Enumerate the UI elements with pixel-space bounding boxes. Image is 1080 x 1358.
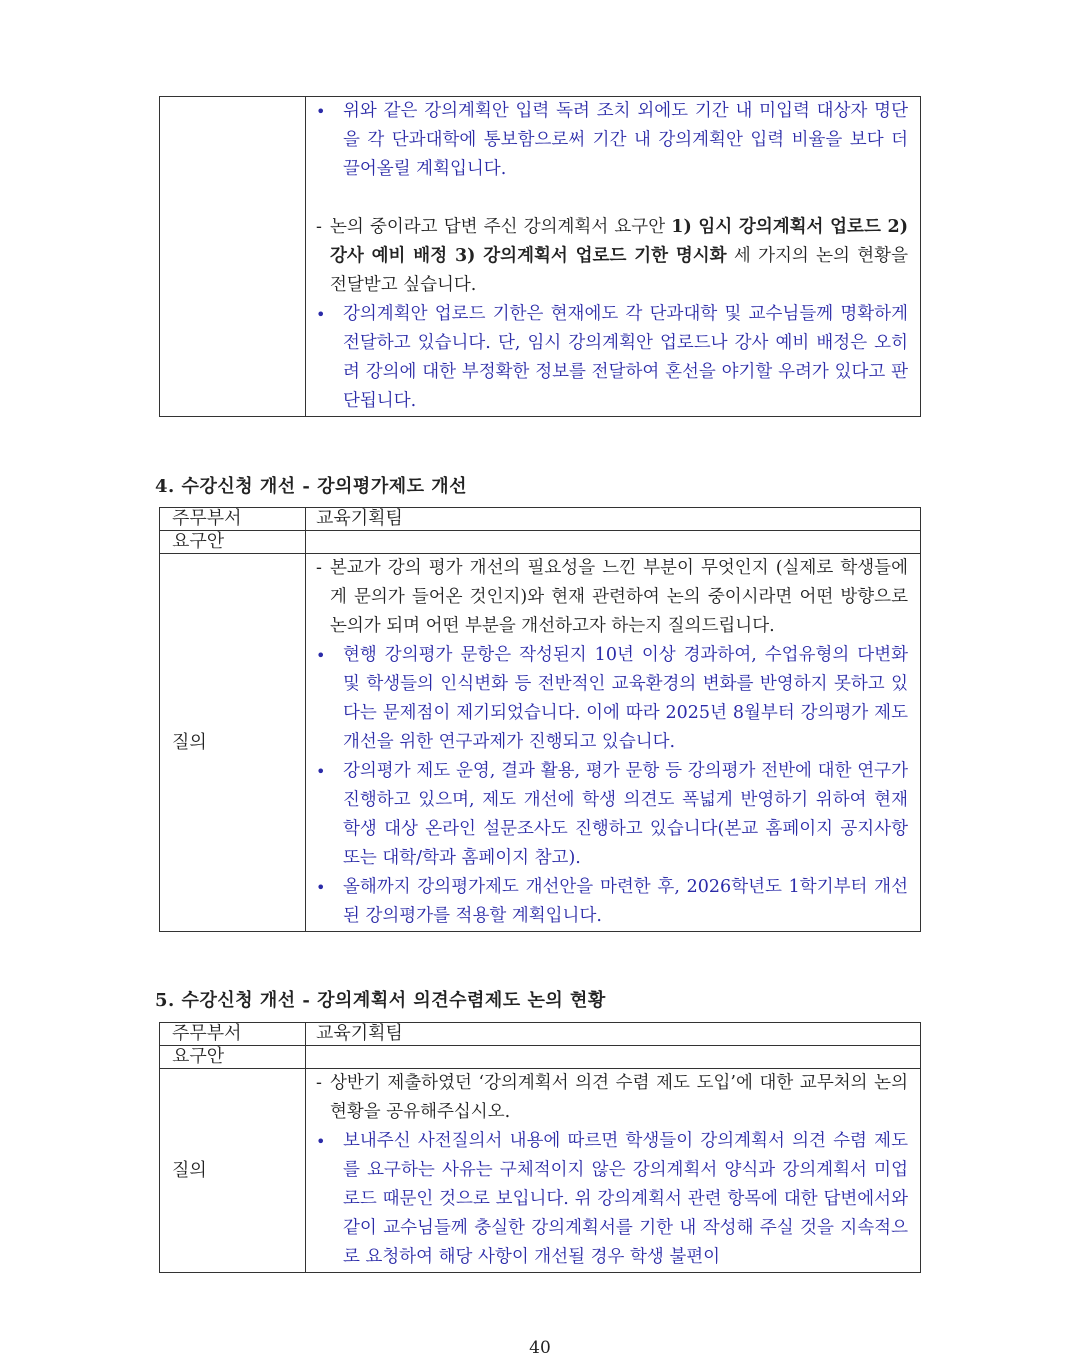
section-4-title: 4. 수강신청 개선 - 강의평가제도 개선 — [155, 476, 468, 497]
page-number: 40 — [529, 1338, 551, 1358]
question-item — [316, 554, 908, 641]
req-value — [306, 1046, 921, 1069]
bullet-icon: • — [316, 646, 326, 665]
bullet-icon: • — [316, 305, 326, 324]
question-text-bold: 1) 임시 강의계획서 업로드 2) 강사 예비 배정 3) 강의계획서 업로드 기한 명시화 — [330, 217, 908, 266]
answer-text: 현행 강의평가 문항은 작성된지 10년 이상 경과하여, 수업유형의 다변화 및 학생들의 인식변화 등 전반적인 교육환경의 변화를 반영하지 못하고 있다는 문제점이 제기되었습니다. 이에 따라 2025년 8월부터 강의평가 제도개선을 위한 연구과제가 진행되고 있습니다. — [343, 645, 908, 752]
table-row — [160, 531, 921, 554]
section-5-title: 5. 수강신청 개선 - 강의계획서 의견수렴제도 논의 현황 — [155, 990, 606, 1011]
question-text: 상반기 제출하였던 ‘강의계획서 의견 수렴 제도 도입’에 대한 교무처의 논의 현황을 공유해주십시오. — [330, 1073, 908, 1122]
answer-bullet — [316, 1127, 908, 1272]
answer-bullet — [316, 300, 908, 416]
dash-mark: - — [316, 1073, 322, 1093]
answer-bullet — [316, 873, 908, 931]
answer-bullet — [316, 757, 908, 873]
table-row — [160, 1069, 921, 1273]
answer-text: 위와 같은 강의계획안 입력 독려 조치 외에도 기간 내 미입력 대상자 명단을 각 단과대학에 통보함으로써 기간 내 강의계획안 입력 비율을 보다 더 끌어올릴 계획입니다. — [343, 101, 908, 179]
answer-text: 올해까지 강의평가제도 개선안을 마련한 후, 2026학년도 1학기부터 개선된 강의평가를 적용할 계획입니다. — [343, 877, 908, 926]
bullet-icon: • — [316, 878, 326, 897]
section-4-table — [159, 507, 921, 932]
bullet-icon: • — [316, 762, 326, 781]
section-5-table — [159, 1022, 921, 1273]
table-row — [160, 1046, 921, 1069]
table-row — [160, 508, 921, 531]
bullet-icon: • — [316, 1132, 326, 1151]
answer-text: 강의평가 제도 운영, 결과 활용, 평가 문항 등 강의평가 전반에 대한 연구가 진행하고 있으며, 제도 개선에 학생 의견도 폭넓게 반영하기 위하여 현재 학생 대상 온라인 설문조사도 진행하고 있습니다(본교 홈페이지 공지사항 또는 대학/학과 홈페이지 참고). — [343, 761, 908, 868]
continued-table — [159, 96, 921, 417]
table-row — [160, 97, 921, 417]
answer-bullet — [316, 97, 908, 184]
question-text-post: 세 가지의 논의 현황을 전달받고 싶습니다. — [330, 246, 908, 295]
table-row — [160, 1023, 921, 1046]
req-value — [306, 531, 921, 554]
label-cell-empty — [160, 97, 306, 417]
dept-label: 주무부서 — [160, 508, 306, 531]
question-text: 본교가 강의 평가 개선의 필요성을 느낀 부분이 무엇인지 (실제로 학생들에게 문의가 들어온 것인지)와 현재 관련하여 논의 중이시라면 어떤 방향으로 논의가 되며 어떤 부분을 개선하고자 하는지 질의드립니다. — [330, 558, 908, 636]
answer-text: 강의계획안 업로드 기한은 현재에도 각 단과대학 및 교수님들께 명확하게 전달하고 있습니다. 단, 임시 강의계획안 업로드나 강사 예비 배정은 오히려 강의에 대한 부정확한 정보를 전달하여 혼선을 야기할 우려가 있다고 판단됩니다. — [343, 304, 908, 411]
question-item — [316, 1069, 908, 1127]
dept-value: 교육기획팀 — [306, 1023, 921, 1046]
req-label: 요구안 — [160, 531, 306, 554]
query-label: 질의 — [160, 554, 306, 932]
table-row — [160, 554, 921, 932]
content-cell — [306, 97, 921, 417]
query-content — [306, 554, 921, 932]
dash-mark: - — [316, 217, 322, 237]
dash-mark: - — [316, 558, 322, 578]
question-text-pre: 논의 중이라고 답변 주신 강의계획서 요구안 — [330, 217, 672, 237]
answer-text: 보내주신 사전질의서 내용에 따르면 학생들이 강의계획서 의견 수렴 제도를 요구하는 사유는 구체적이지 않은 강의계획서 양식과 강의계획서 미업로드 때문인 것으로 보입니다. 위 강의계획서 관련 항목에 대한 답변에서와 같이 교수님들께 충실한 강의계획서를 기한 내 작성해 주실 것을 지속적으로 요청하여 해당 사항이 개선될 경우 학생 불편이 — [343, 1131, 908, 1267]
req-label: 요구안 — [160, 1046, 306, 1069]
answer-bullet — [316, 641, 908, 757]
dept-label: 주무부서 — [160, 1023, 306, 1046]
dept-value: 교육기획팀 — [306, 508, 921, 531]
query-label: 질의 — [160, 1069, 306, 1273]
question-item — [316, 213, 908, 300]
bullet-icon: • — [316, 102, 326, 121]
query-content — [306, 1069, 921, 1273]
